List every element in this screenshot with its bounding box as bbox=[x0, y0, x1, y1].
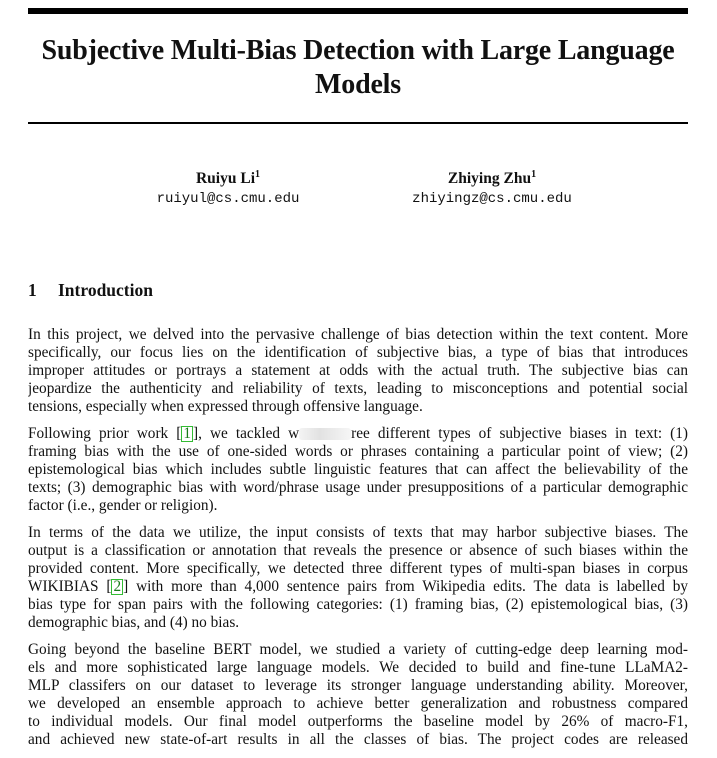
text-line: we developed an ensemble approach to achieve better generalization and robustness compared bbox=[28, 695, 688, 712]
text-line: epistemological bias which includes subtle linguistic features that can affect the believability of the bbox=[28, 461, 688, 478]
author-email[interactable]: ruiyul@cs.cmu.edu bbox=[156, 191, 300, 207]
text-line: WIKIBIAS [ 2 ] with more than 4,000 sentence pairs from Wikipedia edits. The data is labelled by bbox=[28, 578, 688, 595]
author-block-2 bbox=[372, 170, 612, 208]
text-line: tensions, especially when expressed through offensive language. bbox=[28, 398, 423, 415]
top-rule bbox=[28, 8, 688, 14]
text-line: In this project, we delved into the pervasive challenge of bias detection within the text content. More bbox=[28, 326, 688, 343]
text-line: els and more sophisticated large language models. We decided to build and fine-tune LLaMA2- bbox=[28, 659, 688, 676]
text-line: and achieved new state-of-art results in all the classes of bias. The project codes are released bbox=[28, 731, 688, 748]
text-line: bias type for span pairs with the following categories: (1) framing bias, (2) epistemological bias, (3) bbox=[28, 596, 688, 613]
paper-title: Subjective Multi-Bias Detection with Large Language Models bbox=[41, 35, 675, 100]
paragraph-2 bbox=[28, 425, 688, 515]
affiliation-mark: 1 bbox=[255, 168, 260, 180]
text-line: texts; (3) demographic bias with word/phrase usage under presuppositions of a particular demographic bbox=[28, 479, 688, 496]
text-line: Going beyond the baseline BERT model, we studied a variety of cutting-edge deep learning mod- bbox=[28, 641, 688, 658]
author-block-1 bbox=[108, 170, 348, 208]
author-name: Ruiyu Li$^1$ bbox=[195, 168, 260, 187]
text-line: output is a classification or annotation that reveals the presence or absence of such biases within the bbox=[28, 542, 688, 559]
redacted-blur bbox=[299, 428, 351, 440]
section-title: Introduction bbox=[58, 280, 153, 300]
text-line: demographic bias, and (4) no bias. bbox=[28, 614, 240, 631]
affiliation-mark: 1 bbox=[531, 168, 537, 180]
text-line: In terms of the data we utilize, the input consists of texts that may harbor subjective biases. The bbox=[28, 524, 688, 541]
citation-link[interactable]: 2 bbox=[113, 578, 122, 595]
section-number: 1 bbox=[28, 280, 37, 300]
text-line: improper attitudes or portrays a statement at odds with the actual truth. The subjective bias can bbox=[28, 362, 688, 379]
text-line: to individual models. Our final model outperforms the baseline model by 26% of macro-F1, bbox=[28, 713, 688, 730]
text-line: framing bias with the use of one-sided words or phrases containing a particular point of view; (2) bbox=[28, 443, 688, 460]
section-heading bbox=[28, 279, 153, 301]
citation-link[interactable]: 1 bbox=[183, 425, 191, 442]
text-line: specifically, our focus lies on the identification of subjective bias, a type of bias that introduces bbox=[28, 344, 688, 361]
paragraph-4 bbox=[28, 641, 688, 749]
title-bottom-rule bbox=[28, 122, 688, 124]
paragraph-1 bbox=[28, 326, 688, 416]
text-line: provided content. More specifically, we detected three different types of multi-span biases in corpus bbox=[28, 560, 688, 577]
paragraph-3 bbox=[28, 524, 688, 632]
text-line: factor (i.e., gender or religion). bbox=[28, 497, 218, 514]
author-email[interactable]: zhiyingz@cs.cmu.edu bbox=[412, 191, 572, 207]
text-line: MLP classifers on our dataset to leverage its stronger language understanding ability. Moreover, bbox=[28, 677, 688, 694]
author-name: Zhiying Zhu$^1$ bbox=[447, 168, 537, 187]
text-line: Following prior work [ 1 ], we tackled w ree different types of subjective biases in text: (1) bbox=[28, 425, 688, 442]
text-line: jeopardize the authenticity and reliability of texts, leading to misconceptions and potential social bbox=[28, 380, 688, 397]
section-body bbox=[28, 326, 688, 758]
